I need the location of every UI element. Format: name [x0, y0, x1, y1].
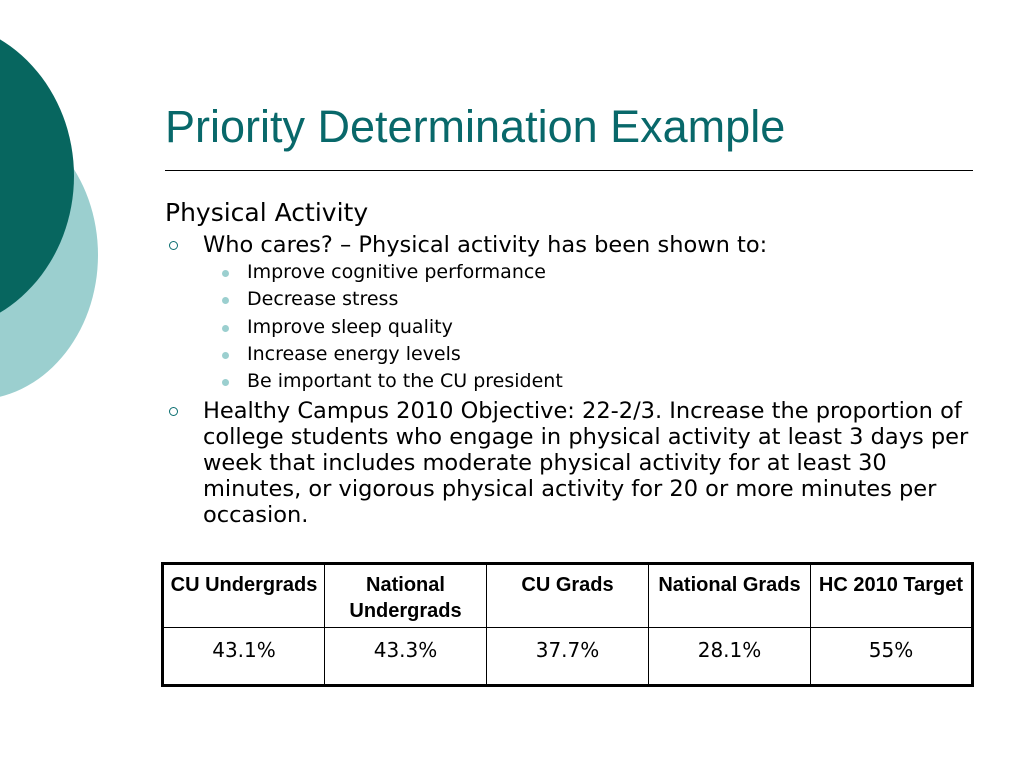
table-header-cell: CU Undergrads [163, 564, 325, 628]
dot-bullet-icon [222, 297, 229, 304]
bullet-item [165, 398, 977, 528]
table-cell: 43.3% [325, 628, 487, 686]
sub-bullet-text: Decrease stress [247, 288, 399, 311]
title-divider [165, 170, 973, 171]
bullet-text: Who cares? – Physical activity has been shown to: [203, 232, 768, 258]
activity-rates-table [161, 562, 974, 687]
slide-title: Priority Determination Example [165, 101, 786, 152]
table-header-cell: National Undergrads [325, 564, 487, 628]
sub-bullet-text: Improve cognitive performance [247, 261, 546, 283]
table-cell: 28.1% [649, 628, 811, 686]
table-header-row [163, 564, 973, 628]
bullet-text: Healthy Campus 2010 Objective: 22-2/3. Increase the proportion of college students who engage in physical activity at least 3 days per week that includes moderate physical activity for at least 30 minutes, or vigorous physical activity for 20 or more minutes per occasion. [203, 398, 969, 529]
sub-bullet-item [165, 314, 977, 341]
section-heading: Physical Activity [165, 198, 369, 227]
table-cell: 55% [811, 628, 973, 686]
sub-bullet-list [165, 259, 977, 395]
dot-bullet-icon [222, 325, 229, 332]
ring-bullet-icon [169, 407, 178, 416]
sub-bullet-text: Increase energy levels [247, 342, 461, 365]
sub-bullet-item [165, 286, 977, 313]
table-header-cell: National Grads [649, 564, 811, 628]
dot-bullet-icon [222, 352, 229, 359]
table-header-cell: CU Grads [487, 564, 649, 628]
dot-bullet-icon [222, 270, 229, 277]
table-row [163, 628, 973, 686]
bullet-item [165, 232, 977, 258]
sub-bullet-item [165, 368, 977, 395]
sub-bullet-text: Be important to the CU president [247, 370, 563, 393]
table-cell: 43.1% [163, 628, 325, 686]
dot-bullet-icon [222, 379, 229, 386]
sub-bullet-text: Improve sleep quality [247, 315, 453, 338]
sub-bullet-item [165, 259, 977, 286]
table-cell: 37.7% [487, 628, 649, 686]
ring-bullet-icon [169, 241, 178, 250]
slide-body [165, 196, 977, 528]
table-header-cell: HC 2010 Target [811, 564, 973, 628]
sub-bullet-item [165, 341, 977, 368]
